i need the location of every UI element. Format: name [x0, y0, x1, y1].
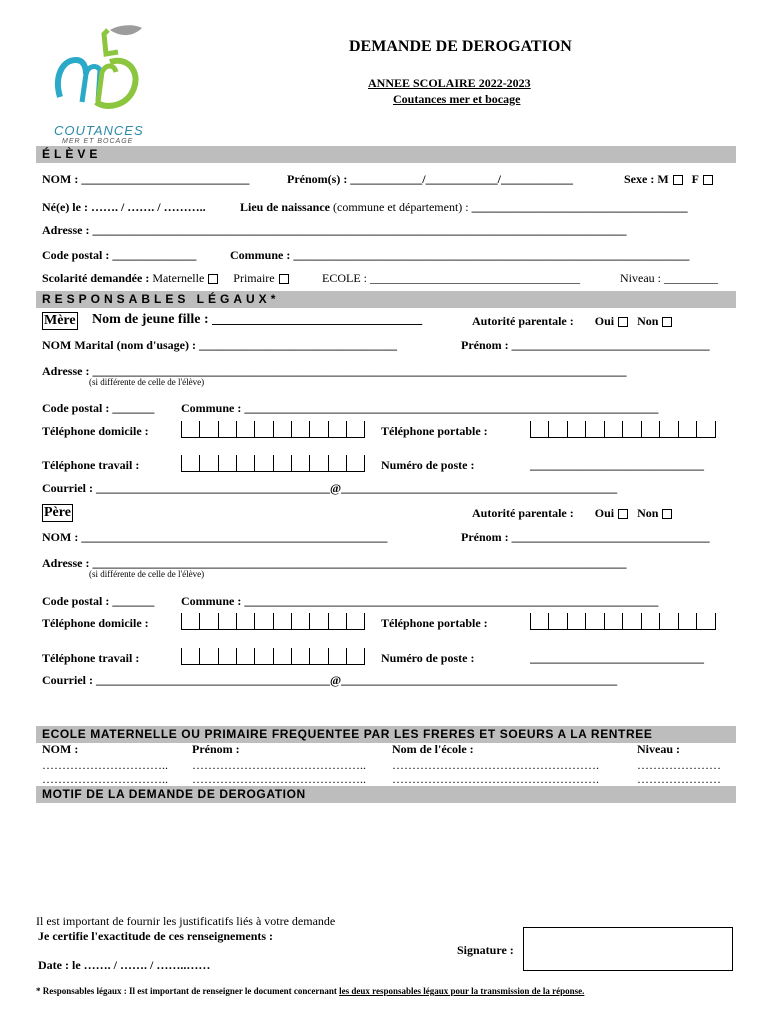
- fratrie-ecole-dots[interactable]: …………………………………………….: [392, 758, 599, 772]
- pere-tel-portable-label: Téléphone portable :: [381, 616, 488, 630]
- section-eleve: ÉLÈVE: [36, 146, 736, 163]
- pere-tag: Père: [44, 505, 71, 520]
- pere-poste-label: Numéro de poste :: [381, 651, 475, 665]
- mere-tel-travail-boxes[interactable]: [181, 455, 365, 472]
- fratrie-col-nom: NOM :: [42, 742, 79, 756]
- mere-non-checkbox[interactable]: [662, 317, 672, 327]
- pere-code-postal[interactable]: Code postal : _______: [42, 594, 155, 608]
- eleve-ecole[interactable]: ECOLE : ___________________________________: [322, 271, 580, 285]
- eleve-code-postal[interactable]: Code postal : ______________: [42, 248, 197, 262]
- maternelle-checkbox[interactable]: [208, 274, 218, 284]
- pere-oui-label: Oui: [594, 506, 615, 520]
- footnote-text: * Responsables légaux : Il est important de renseigner le document concernant: [36, 986, 337, 996]
- pere-courriel[interactable]: Courriel : _______________________________________@______________________________________________: [42, 673, 618, 687]
- pere-non-checkbox[interactable]: [662, 509, 672, 519]
- pere-adresse-hint: (si différente de celle de l'élève): [89, 569, 205, 579]
- pere-adresse[interactable]: Adresse : _________________________________________________________________________________________: [42, 556, 627, 570]
- mere-courriel[interactable]: Courriel : _______________________________________@______________________________________________: [42, 481, 618, 495]
- pere-tel-domicile-boxes[interactable]: [181, 613, 365, 630]
- primaire-checkbox[interactable]: [279, 274, 289, 284]
- pere-oui-checkbox[interactable]: [618, 509, 628, 519]
- mere-prenom[interactable]: Prénom : _________________________________: [461, 338, 710, 352]
- mere-poste-line[interactable]: _____________________________: [530, 458, 704, 472]
- document-title: DEMANDE DE DEROGATION: [349, 38, 572, 55]
- mere-tel-domicile-label: Téléphone domicile :: [42, 424, 149, 438]
- justificatifs-note: Il est important de fournir les justificatifs liés à votre demande: [36, 914, 336, 928]
- pere-non-label: Non: [637, 506, 659, 520]
- signature-label: Signature :: [457, 943, 514, 957]
- pere-poste-line[interactable]: _____________________________: [530, 651, 704, 665]
- logo-text: COUTANCES: [54, 123, 144, 138]
- fratrie-col-niveau: Niveau :: [637, 742, 680, 756]
- eleve-niveau[interactable]: Niveau : _________: [620, 271, 718, 285]
- eleve-naissance-date[interactable]: Né(e) le : ……. / ……. / ………..: [42, 200, 206, 214]
- logo: [50, 22, 150, 145]
- mere-code-postal[interactable]: Code postal : _______: [42, 401, 155, 415]
- organization: Coutances mer et bocage: [393, 92, 521, 106]
- fratrie-ecole-dots[interactable]: …………………………………………….: [392, 772, 599, 786]
- eleve-sexe: [624, 172, 713, 187]
- logo-subtext: MER ET BOCAGE: [62, 138, 134, 145]
- fratrie-col-prenom: Prénom :: [192, 742, 240, 756]
- fratrie-nom-dots[interactable]: …………………………..: [42, 758, 168, 772]
- coutances-logo-icon: [50, 22, 150, 122]
- mere-tel-travail-label: Téléphone travail :: [42, 458, 140, 472]
- mere-tel-portable-boxes[interactable]: [530, 421, 716, 438]
- primaire-label: Primaire: [233, 271, 275, 285]
- signature-box[interactable]: [523, 927, 733, 971]
- pere-nom[interactable]: NOM : ___________________________________________________: [42, 530, 388, 544]
- eleve-prenom[interactable]: Prénom(s) : ____________/____________/____________: [287, 172, 573, 186]
- fratrie-niveau-dots[interactable]: …………………: [637, 772, 721, 786]
- fratrie-niveau-dots[interactable]: …………………: [637, 758, 721, 772]
- sexe-label: Sexe : M: [624, 172, 669, 186]
- footnote-underlined: les deux responsables légaux pour la transmission de la réponse.: [339, 986, 585, 996]
- sexe-m-checkbox[interactable]: [673, 175, 683, 185]
- pere-tel-travail-boxes[interactable]: [181, 648, 365, 665]
- date-field[interactable]: Date : le ……. / ……. / ……..……: [38, 958, 211, 972]
- school-year: ANNEE SCOLAIRE 2022-2023: [368, 76, 531, 90]
- mere-tel-portable-label: Téléphone portable :: [381, 424, 488, 438]
- pere-commune[interactable]: Commune : _____________________________________________________________________: [181, 594, 659, 608]
- pere-autorite: [472, 506, 672, 521]
- mere-nom-marital[interactable]: NOM Marital (nom d'usage) : _________________________________: [42, 338, 397, 352]
- maternelle-label: Maternelle: [152, 271, 205, 285]
- fratrie-prenom-dots[interactable]: ……………………………………..: [192, 758, 366, 772]
- pere-tel-domicile-label: Téléphone domicile :: [42, 616, 149, 630]
- fratrie-prenom-dots[interactable]: ……………………………………..: [192, 772, 366, 786]
- mere-adresse[interactable]: Adresse : _________________________________________________________________________________________: [42, 364, 627, 378]
- mere-tag: Mère: [44, 313, 76, 328]
- pere-tel-portable-boxes[interactable]: [530, 613, 716, 630]
- section-fratrie: ECOLE MATERNELLE OU PRIMAIRE FREQUENTEE PAR LES FRERES ET SOEURS A LA RENTREE: [36, 726, 736, 743]
- mere-commune[interactable]: Commune : _____________________________________________________________________: [181, 401, 659, 415]
- fratrie-col-ecole: Nom de l'école :: [392, 742, 474, 756]
- pere-autorite-label: Autorité parentale :: [472, 506, 574, 520]
- mere-autorite-label: Autorité parentale :: [472, 314, 574, 328]
- mere-nom-jeune-fille[interactable]: Nom de jeune fille : ______________________________: [92, 312, 423, 327]
- mere-tel-domicile-boxes[interactable]: [181, 421, 365, 438]
- mere-non-label: Non: [637, 314, 659, 328]
- eleve-commune[interactable]: Commune : __________________________________________________________________: [230, 248, 690, 262]
- pere-tel-travail-label: Téléphone travail :: [42, 651, 140, 665]
- mere-poste-label: Numéro de poste :: [381, 458, 475, 472]
- mere-oui-checkbox[interactable]: [618, 317, 628, 327]
- eleve-lieu-naissance[interactable]: [240, 200, 688, 215]
- mere-adresse-hint: (si différente de celle de l'élève): [89, 377, 205, 387]
- motif-text-area[interactable]: [36, 805, 736, 910]
- footnote: [36, 986, 584, 996]
- lieu-hint: (commune et département) :: [333, 200, 469, 214]
- lieu-line: ____________________________________: [471, 200, 688, 214]
- lieu-label: Lieu de naissance: [240, 200, 331, 214]
- eleve-scolarite: [42, 271, 289, 286]
- sexe-f-checkbox[interactable]: [703, 175, 713, 185]
- pere-prenom[interactable]: Prénom : _________________________________: [461, 530, 710, 544]
- sexe-f-label: F: [691, 172, 699, 186]
- eleve-nom[interactable]: NOM : ____________________________: [42, 172, 250, 186]
- certification: Je certifie l'exactitude de ces renseignements :: [38, 929, 274, 943]
- section-responsables: RESPONSABLES LÉGAUX*: [36, 291, 736, 308]
- fratrie-nom-dots[interactable]: …………………………..: [42, 772, 168, 786]
- mere-oui-label: Oui: [594, 314, 615, 328]
- section-motif: MOTIF DE LA DEMANDE DE DEROGATION: [36, 786, 736, 803]
- scolarite-label: Scolarité demandée :: [42, 271, 150, 285]
- eleve-adresse[interactable]: Adresse : _________________________________________________________________________________________: [42, 223, 627, 237]
- mere-autorite: [472, 314, 672, 329]
